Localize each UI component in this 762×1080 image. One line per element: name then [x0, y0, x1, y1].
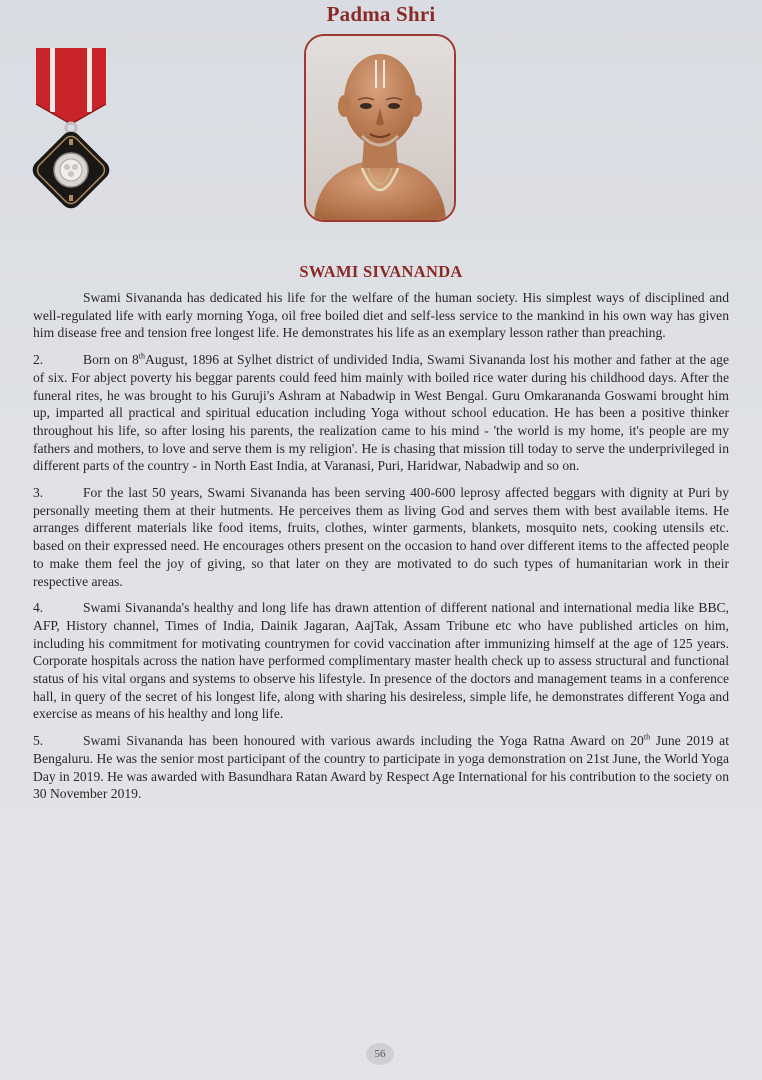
paragraph-number: 3.	[33, 485, 44, 501]
paragraph-5: 5. Swami Sivananda has been honoured with various awards including the Yoga Ratna Award on 20th June 2019 at Bengaluru. He was the senior most participant of the country to participate in yoga demonstration on 21st June, the World Yoga Day in 2019. He was awarded with Basundhara Ratan Award by Respect Age International for his contribution to the society on 30 November 2019.	[33, 732, 729, 802]
padma-shri-medal-icon	[26, 42, 116, 212]
paragraph-number: 4.	[33, 600, 44, 616]
biography-text	[33, 289, 729, 812]
subject-name: SWAMI SIVANANDA	[299, 262, 463, 281]
paragraph-number: 2.	[33, 352, 44, 368]
paragraph-1: Swami Sivananda has dedicated his life for the welfare of the human society. His simplest ways of disciplined and well-regulated life with early morning Yoga, oil free boiled diet and self-less service to the mankind in his own way has given him disease free and tension free longest life. He demonstrates his life as an exemplary lesson rather than preaching.	[33, 290, 729, 341]
paragraph-4: 4. Swami Sivananda's healthy and long life has drawn attention of different national and international media like BBC, AFP, History channel, Times of India, Dainik Jagaran, AajTak, Assam Tribune etc who have published articles on him, including his commitment for motivating countrymen for covid vaccination after immunizing himself at the age of 125 years. Corporate hospitals across the nation have performed complimentary master health check up to assess structural and functional status of his vital organs and systems to observe his lifestyle. In presence of the doctors and management teams in a conference hall, in query of the secret of his longest life, along with sharing his desireless, simple life, he demonstrates different Yoga and exercise as means of his healthy and long life.	[33, 600, 729, 722]
page-header: Padma Shri	[326, 2, 436, 26]
paragraph-3: 3. For the last 50 years, Swami Sivananda has been serving 400-600 leprosy affected beggars with dignity at Puri by personally meeting them at their hutments. He perceives them as living God and serves them with best available items. He arranges different materials like food items, fruits, clothes, winter garments, blankets, mosquito nets, cooking utensils etc. based on their expressed need. He encourages others present on the occasion to hand over different items to the affected people to make them feel the joy of giving, so that later on they are motivated to do such types of humanitarian work in their respective areas.	[33, 485, 729, 589]
page-number: 56	[366, 1043, 394, 1065]
portrait-photo	[304, 34, 456, 222]
paragraph-number: 5.	[33, 733, 44, 749]
paragraph-2: 2. Born on 8thAugust, 1896 at Sylhet district of undivided India, Swami Sivananda lost his mother and father at the age of six. For abject poverty his beggar parents could feed him mainly with boiled rice water during his childhood days. After the funeral rites, he was brought to his Guruji's Ashram at Nabadwip in West Bengal. Guru Omkarananda Goswami brought him up, imparted all practical and spiritual education including Yoga without school education. He has been a positive thinker throughout his life, so after losing his parents, the realization came to his mind - 'the world is my home, it's people are my fathers and mothers, to love and serve them is my religion'. He is chasing that mission till today to serve the underprivileged in different parts of the country - in North East India, at Varanasi, Puri, Haridwar, Nabadwip and so on.	[33, 351, 729, 474]
